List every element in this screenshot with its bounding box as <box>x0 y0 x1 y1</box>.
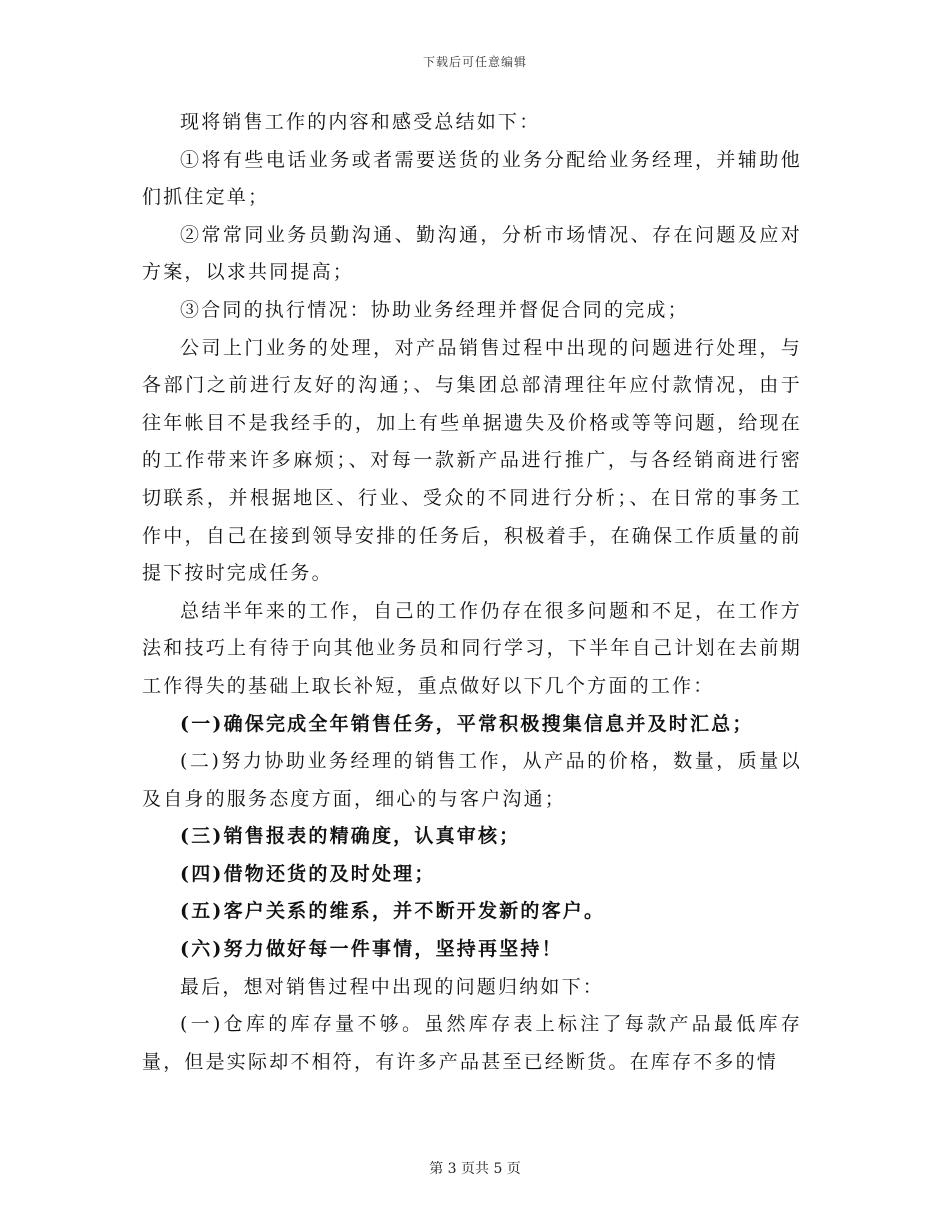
paragraph: 公司上门业务的处理，对产品销售过程中出现的问题进行处理，与各部门之前进行友好的沟通；、与集团总部清理往年应付款情况，由于往年帐目不是我经手的，加上有些单据遗失及价格或等等问题，给现在的工作带来许多麻烦；、对每一款新产品进行推广，与各经销商进行密切联系，并根据地区、行业、受众的不同进行分析；、在日常的事务工作中，自己在接到领导安排的任务后，积极着手，在确保工作质量的前提下按时完成任务。 <box>142 336 802 585</box>
paragraph: ③合同的执行情况：协助业务经理并督促合同的完成； <box>180 298 689 321</box>
paragraph-bold: (五)客户关系的维系，并不断开发新的客户。 <box>180 900 606 923</box>
paragraph-bold: (四)借物还货的及时处理； <box>180 862 436 885</box>
paragraph: 总结半年来的工作，自己的工作仍存在很多问题和不足，在工作方法和技巧上有待于向其他业务员和同行学习，下半年自己计划在去前期工作得失的基础上取长补短，重点做好以下几个方面的工作： <box>142 599 802 697</box>
paragraph: (一)仓库的库存量不够。虽然库存表上标注了每款产品最低库存量，但是实际却不相符，有许多产品甚至已经断货。在库存不多的情 <box>142 1013 802 1073</box>
page-number: 第 3 页共 5 页 <box>429 1161 521 1177</box>
paragraph: ①将有些电话业务或者需要送货的业务分配给业务经理，并辅助他们抓住定单； <box>142 148 802 209</box>
paragraph-bold: (一)确保完成全年销售任务，平常积极搜集信息并及时汇总； <box>180 712 754 735</box>
paragraph: (二)努力协助业务经理的销售工作，从产品的价格，数量，质量以及自身的服务态度方面，细心的与客户沟通； <box>142 750 802 810</box>
paragraph: 最后，想对销售过程中出现的问题归纳如下： <box>180 975 605 998</box>
document-body <box>142 104 802 1081</box>
paragraph-bold: (三)销售报表的精确度，认真审核； <box>180 825 521 848</box>
paragraph-bold: (六)努力做好每一件事情，坚持再坚持！ <box>180 938 563 961</box>
paragraph: ②常常同业务员勤沟通、勤沟通，分析市场情况、存在问题及应对方案，以求共同提高； <box>142 223 802 284</box>
page-header: 下载后可任意编辑 <box>422 55 527 69</box>
paragraph: 现将销售工作的内容和感受总结如下： <box>180 111 541 133</box>
